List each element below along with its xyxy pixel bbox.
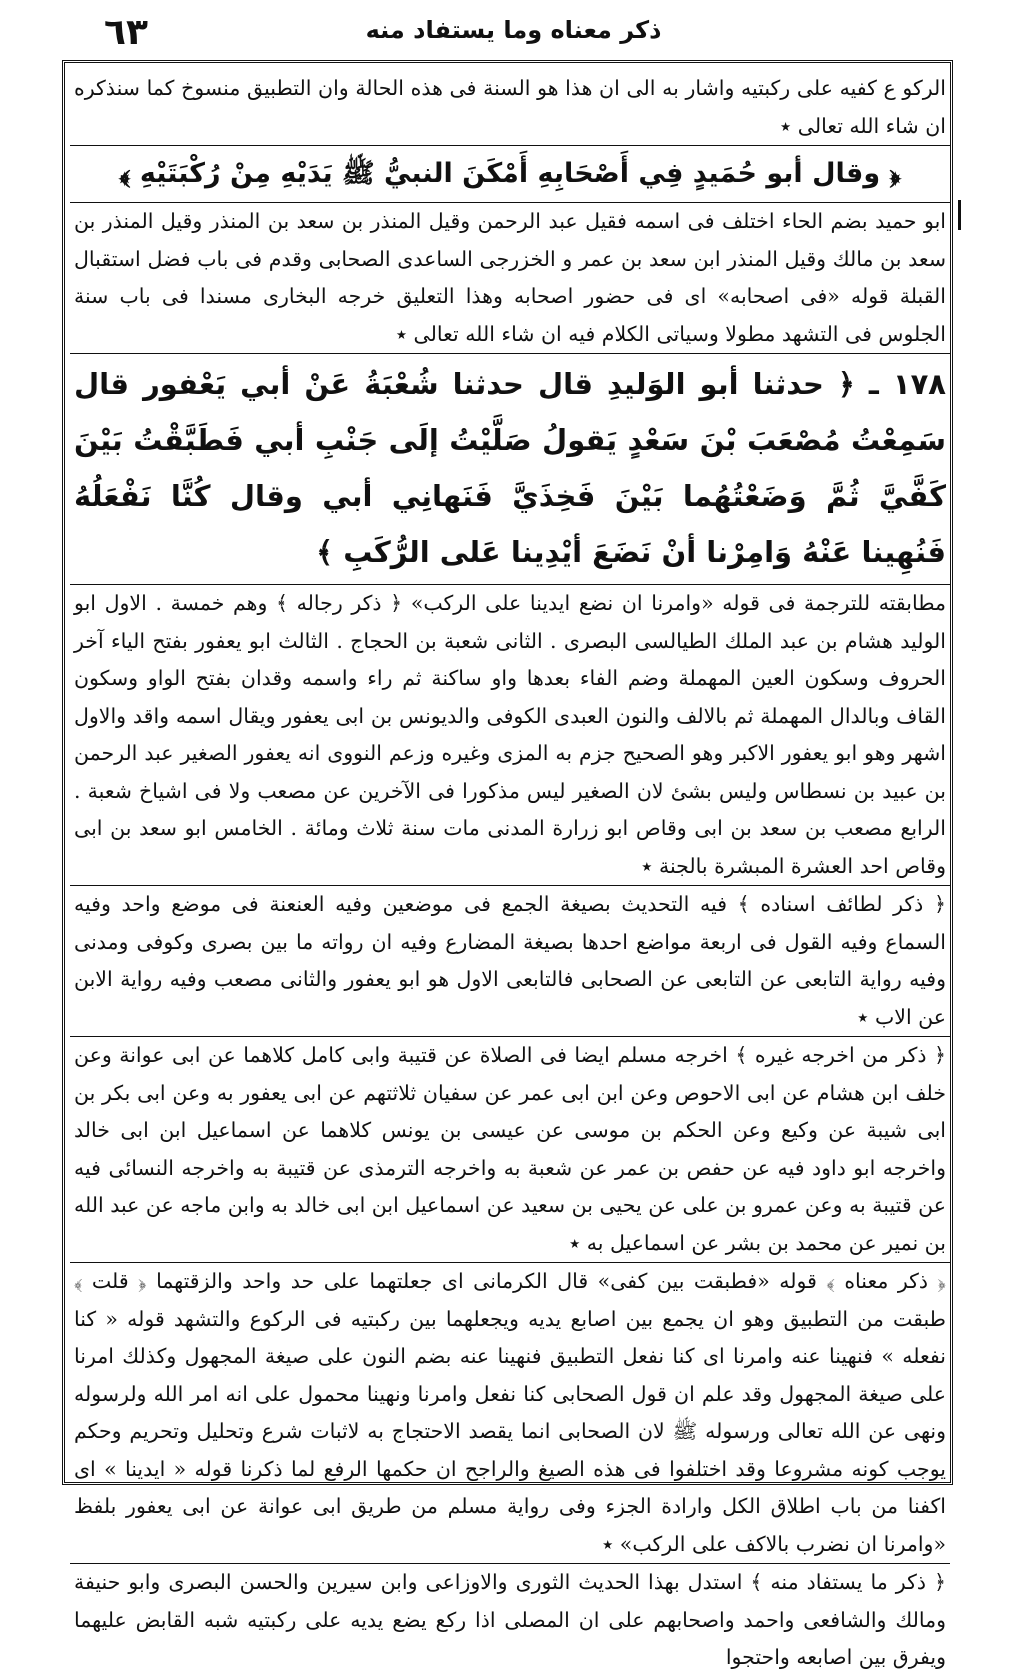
hadith-text: ١٧٨ ـ ﴿ حدثنا أبو الوَليدِ قال حدثنا شُعْبَةُ عَنْ أبي يَعْفور قال سَمِعْتُ مُصْعَبَ بْنَ سَعْدٍ يَقولُ صَلَّيْتُ إلَى جَنْبِ أبي فَطَبَّقْتُ بَيْنَ كَفَّيَّ ثُمَّ وَضَعْتُهُما بَيْنَ فَخِذَيَّ فَنَهانِي أبي وقال كُنَّا نَفْعَلُهُ فَنُهِينا عَنْهُ وَامِرْنا أنْ نَضَعَ أيْدِينا عَلى الرُّكَبِ ﴾: [74, 367, 946, 569]
paragraph-other-sources: ﴿ ذكر من اخرجه غيره ﴾ اخرجه مسلم ايضا فى الصلاة عن قتيبة وابى كامل كلاهما عن ابى عوانة وعن خلف ابن هشام عن ابى الاحوص وعن ابن ابى عمر عن سفيان ثلاثتهم عن ابى يعفور به وعن ابى بكر بن ابى شيبة عن وكيع وعن الحكم بن موسى عن عيسى بن يونس كلاهما عن اسماعيل ابن ابى خالد واخرجه ابو داود فيه عن حفص بن عمر عن شعبة به واخرجه الترمذى عن قتيبة به واخرجه النسائى فيه عن قتيبة به وعن عمرو بن على عن يحيى بن سعيد عن اسماعيل ابن ابى خالد به وابن ماجه عن عبد الله بن نمير عن محمد بن بشر عن اسماعيل به ٭: [74, 1043, 946, 1255]
paragraph-meaning: ﴿ ذكر معناه ﴾ قوله «فطبقت بين كفى» قال الكرمانى اى جعلتهما على حد واحد والزقتهما ﴿ قلت ﴾ طبقت من التطبيق وهو ان يجمع بين اصابع يديه ويجعلهما بين ركبتيه فى الركوع والتشهد قوله « كنا نفعله » فنهينا عنه وامرنا اى كنا نفعل التطبيق فنهينا عنه بضم النون على صيغة المجهول وكذلك امرنا على صيغة المجهول وقد علم ان قول الصحابى كنا نفعل وامرنا ونهينا محمول على انه امر الله ولرسوله ونهى عن الله تعالى ورسوله ﷺ لان الصحابى انما يقصد الاحتجاج به لاثبات شرع وتحليل وتحريم وحكم يوجب كونه مشروعا وقد اختلفوا فى هذه الصيغ والراجح ان حكمها الرفع لما ذكرنا قوله « ايدينا » اى اكفنا من باب اطلاق الكل وارادة الجزء وفى رواية مسلم من طريق ابى عوانة عن ابى يعفور بلفظ «وامرنا ان نضرب بالاكف على الركب» ٭: [74, 1269, 946, 1556]
paragraph-intro: الركو ع كفيه على ركبتيه واشار به الى ان هذا هو السنة فى هذه الحالة وان التطبيق منسوخ كما سنذكره ان شاء الله تعالى ٭: [74, 76, 946, 138]
paragraph-benefits: ﴿ ذكر ما يستفاد منه ﴾ استدل بهذا الحديث الثورى والاوزاعى وابن سيرين والحسن البصرى وابو حنيفة ومالك والشافعى واحمد واصحابهم على ان المصلى اذا ركع يضع يديه على ركبتيه شبه القابض عليهما ويفرق بين اصابعه واحتجوا: [74, 1570, 946, 1669]
paragraph-narrators: مطابقته للترجمة فى قوله «وامرنا ان نضع ايدينا على الركب» ﴿ ذكر رجاله ﴾ وهم خمسة . الاول ابو الوليد هشام بن عبد الملك الطيالسى البصرى . الثانى شعبة بن الحجاج . الثالث ابو يعفور بفتح الياء آخر الحروف وسكون العين المهملة وضم الفاء بعدها واو ساكنة ثم راء واسمه وقدان بفتح الواو وسكون القاف وبالدال المهملة ثم بالالف والنون العبدى الكوفى والديونس بن ابى يعفور ويقال اسمه واقد والاول اشهر وهو ابو يعفور الاكبر وهو الصحيح جزم به المزى وغيره وزعم النووى انه يعفور الصغير عبد الرحمن بن عبيد بن نسطاس وليس بشئ لان الصغير ليس مذكورا فى الآخرين عن مصعب ولا فى اشياخ شعبة . الرابع مصعب بن سعد بن ابى وقاص ابو زرارة المدنى مات سنة ثلاث ومائة . الخامس ابو سعد بن ابى وقاص احد العشرة المبشرة بالجنة ٭: [74, 591, 946, 878]
page-number: ٦٣: [104, 12, 148, 53]
divider: [70, 353, 950, 354]
running-title: ذكر معناه وما يستفاد منه: [365, 16, 662, 44]
paragraph-chain-details: ﴿ ذكر لطائف اسناده ﴾ فيه التحديث بصيغة الجمع فى موضعين وفيه العنعنة فى موضع واحد وفيه السماع وفيه القول فى اربعة مواضع احدها بصيغة المضارع وفيه ان رواته ما بين بصرى وكوفى ومدنى وفيه رواية التابعى عن التابعى عن الصحابى فالتابعى الاول هو ابو يعفور والثانى مصعب وفيه رواية الابن عن الاب ٭: [74, 892, 946, 1029]
page-content: [70, 70, 950, 1669]
paragraph-abu-humaid: ابو حميد بضم الحاء اختلف فى اسمه فقيل عبد الرحمن وقيل المنذر بن سعد بن المنذر وقيل المنذر بن سعد بن مالك وقيل المنذر ابن سعد بن عمر و الخزرجى الساعدى الصحابى وقدم فى باب فضل استقبال القبلة قوله «فى اصحابه» اى فى حضور اصحابه وهذا التعليق خرجه البخارى مسندا فى باب سنة الجلوس فى التشهد مطولا وسياتى الكلام فيه ان شاء الله تعالى ٭: [74, 209, 946, 346]
margin-mark: [958, 200, 961, 230]
quoted-text: ﴿ وقال أبو حُمَيدٍ فِي أَصْحَابِهِ أَمْكَنَ النبيُّ ﷺ يَدَيْهِ مِنْ رُكْبَتَيْهِ ﴾: [119, 158, 901, 189]
page-header: [60, 8, 967, 52]
